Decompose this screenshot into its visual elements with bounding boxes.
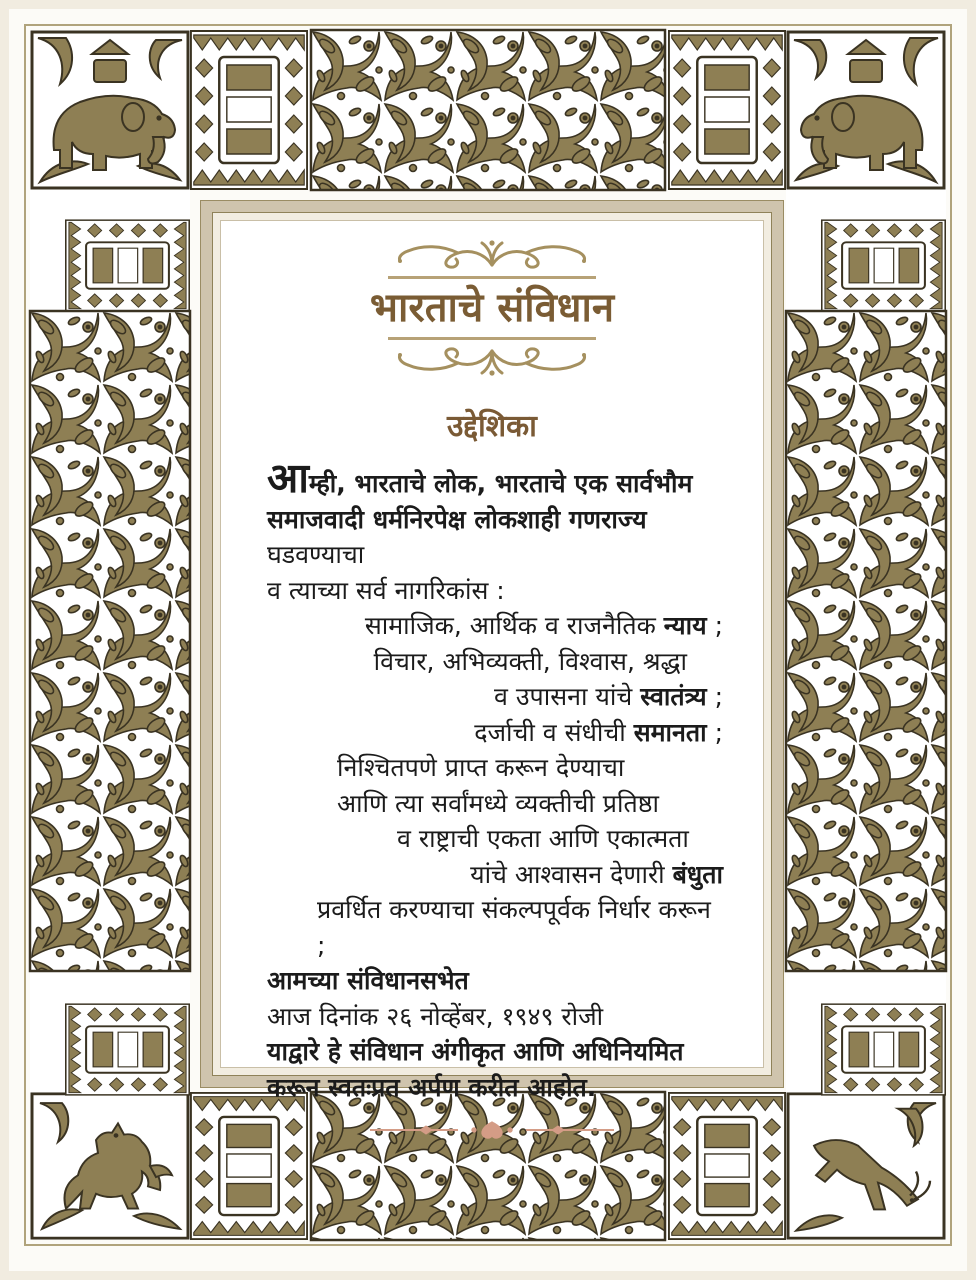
- line-segment: आणि त्या सर्वांमध्ये व्यक्तीची प्रतिष्ठा: [337, 788, 659, 818]
- diamond-block-icon: [786, 190, 946, 308]
- line-segment: व राष्ट्राची एकता आणि एकात्मता: [397, 824, 689, 853]
- preamble-line: [267, 1070, 723, 1106]
- preamble-line: [267, 750, 723, 786]
- elephant-motif-icon: [30, 30, 190, 190]
- peacock-vine-panel: [786, 311, 946, 971]
- preamble-line: [267, 786, 723, 822]
- line-segment: व त्याच्या सर्व नागरिकांस :: [267, 575, 505, 605]
- diamond-block-icon: [30, 974, 190, 1092]
- floral-flourish-icon: [221, 337, 763, 379]
- preamble-line: [267, 857, 723, 893]
- preamble-line: [267, 608, 723, 644]
- line-segment: आज दिनांक २६ नोव्हेंबर, १९४९ रोजी: [267, 1001, 604, 1031]
- inner-frame: [212, 212, 772, 1102]
- line-segment: निश्चितपणे प्राप्त करून देण्याचा: [337, 753, 625, 782]
- border-right-strip: [786, 190, 946, 1092]
- line-segment: ;: [706, 717, 723, 747]
- line-segment: समाजवादी धर्मनिरपेक्ष लोकशाही गणराज्य: [267, 504, 647, 534]
- dropcap: आ: [267, 454, 309, 502]
- line-segment: म्ही, भारताचे लोक, भारताचे एक सार्वभौम: [308, 469, 693, 498]
- diamond-block-icon: [668, 30, 786, 190]
- page-title: भारताचे संविधान: [369, 285, 615, 331]
- line-segment: न्याय: [663, 611, 707, 640]
- line-segment: व उपासना यांचे: [494, 682, 641, 711]
- preamble-line: [267, 715, 723, 751]
- preamble-line: [267, 821, 723, 857]
- preamble-line: [267, 454, 723, 502]
- line-segment: यांचे आश्वासन देणारी: [470, 859, 673, 889]
- preamble-heading: उद्देशिका: [447, 409, 537, 444]
- preamble-line: [267, 892, 723, 963]
- preamble-line: [267, 644, 723, 680]
- diamond-block-icon: [786, 974, 946, 1092]
- line-segment: विचार, अभिव्यक्ती, विश्वास, श्रद्धा: [373, 646, 687, 676]
- line-segment: घडवण्याचा: [267, 540, 365, 569]
- line-segment: बंधुता: [672, 859, 723, 889]
- diamond-block-icon: [190, 30, 308, 190]
- floral-scroll-panel: [311, 30, 665, 190]
- line-segment: प्रवर्धित करण्याचा संकल्पपूर्वक निर्धार करून ;: [317, 895, 711, 960]
- peacock-vine-panel: [30, 311, 190, 971]
- line-segment: ;: [706, 611, 723, 640]
- preamble-line: [267, 999, 723, 1035]
- preamble-line: [267, 679, 723, 715]
- page-white-area: [220, 220, 764, 1102]
- line-segment: समानता: [633, 717, 707, 747]
- horse-motif-icon: [30, 1092, 190, 1240]
- border-top-strip: [190, 30, 786, 190]
- preamble-line: [267, 963, 723, 999]
- preamble-line: [267, 1034, 723, 1070]
- preamble-text: [221, 454, 763, 1105]
- line-segment: दर्जाची व संधीची: [474, 717, 634, 747]
- elephant-motif-icon: [786, 30, 946, 190]
- pink-divider-icon: [221, 1119, 763, 1141]
- line-segment: करून स्वतःप्रत अर्पण करीत आहोत.: [267, 1072, 597, 1102]
- line-segment: याद्वारे हे संविधान अंगीकृत आणि अधिनियमित: [267, 1037, 684, 1066]
- title-rule: [388, 276, 596, 279]
- line-segment: ;: [706, 682, 723, 711]
- diamond-block-icon: [30, 190, 190, 308]
- text-panel-frame: [200, 200, 784, 1102]
- line-segment: आमच्या संविधानसभेत: [267, 966, 469, 995]
- floral-flourish-icon: [221, 237, 763, 279]
- deer-motif-icon: [786, 1092, 946, 1240]
- preamble-line: [267, 573, 723, 609]
- title-rule: [388, 337, 596, 340]
- border-left-strip: [30, 190, 190, 1092]
- line-segment: सामाजिक, आर्थिक व राजनैतिक: [364, 611, 664, 640]
- line-segment: स्वातंत्र्य: [640, 682, 707, 711]
- preamble-line: [267, 502, 723, 573]
